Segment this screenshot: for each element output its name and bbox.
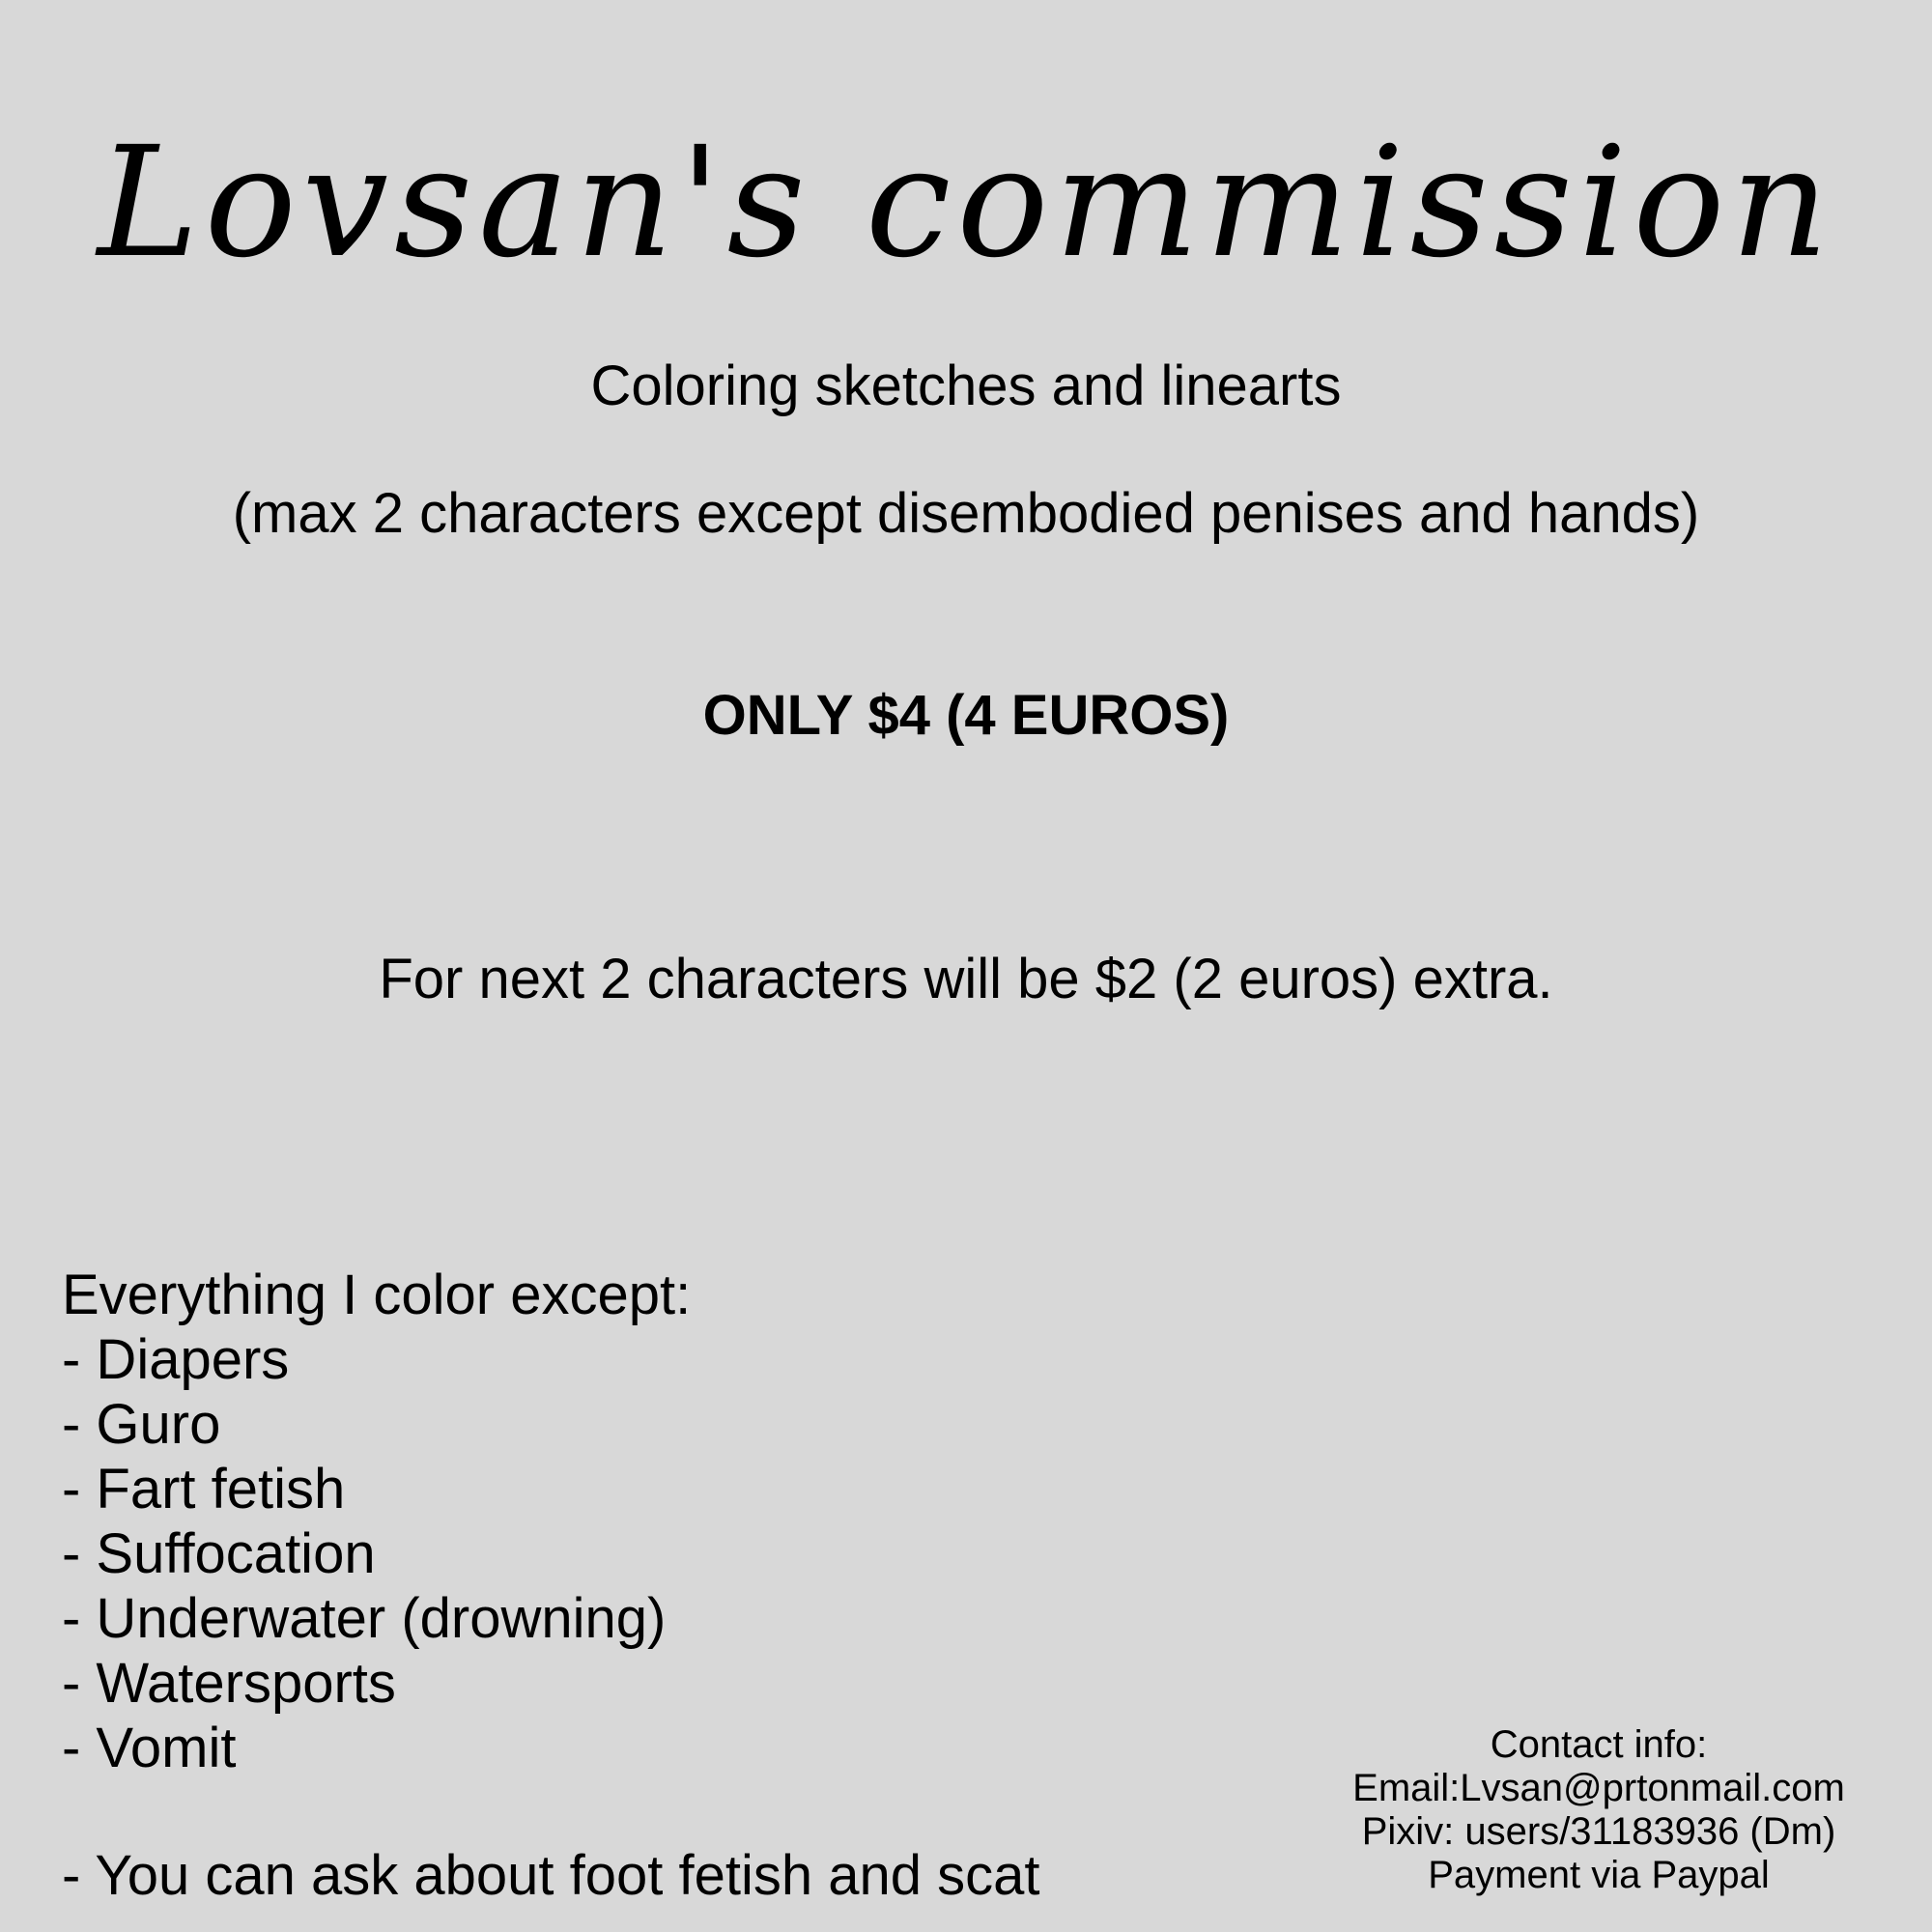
service-description: Coloring sketches and linearts — [590, 355, 1342, 417]
contact-pixiv: Pixiv: users/31183936 (Dm) — [1361, 1810, 1836, 1853]
list-item: - Suffocation — [62, 1522, 376, 1585]
list-item: - Underwater (drowning) — [62, 1587, 667, 1650]
list-item: - Fart fetish — [62, 1458, 346, 1520]
list-item: - Diapers — [62, 1328, 290, 1391]
list-item: - Vomit — [62, 1717, 237, 1779]
extra-character-price: For next 2 characters will be $2 (2 euros) extra. — [379, 948, 1553, 1010]
contact-info — [1314, 1723, 1884, 1897]
contact-email: Email:Lvsan@prtonmail.com — [1352, 1767, 1845, 1809]
character-limit-note: (max 2 characters except disembodied penises and hands) — [232, 482, 1700, 545]
price-label: ONLY $4 (4 EUROS) — [702, 684, 1230, 747]
list-item: - Watersports — [62, 1652, 396, 1715]
payment-method: Payment via Paypal — [1428, 1854, 1770, 1896]
exceptions-list — [62, 1263, 691, 1780]
contact-heading: Contact info: — [1490, 1723, 1708, 1766]
list-item: - Guro — [62, 1393, 221, 1456]
exceptions-heading: Everything I color except: — [62, 1264, 692, 1326]
ask-note: - You can ask about foot fetish and scat — [62, 1844, 1040, 1907]
page-title: Lovsan's commission — [97, 113, 1835, 292]
